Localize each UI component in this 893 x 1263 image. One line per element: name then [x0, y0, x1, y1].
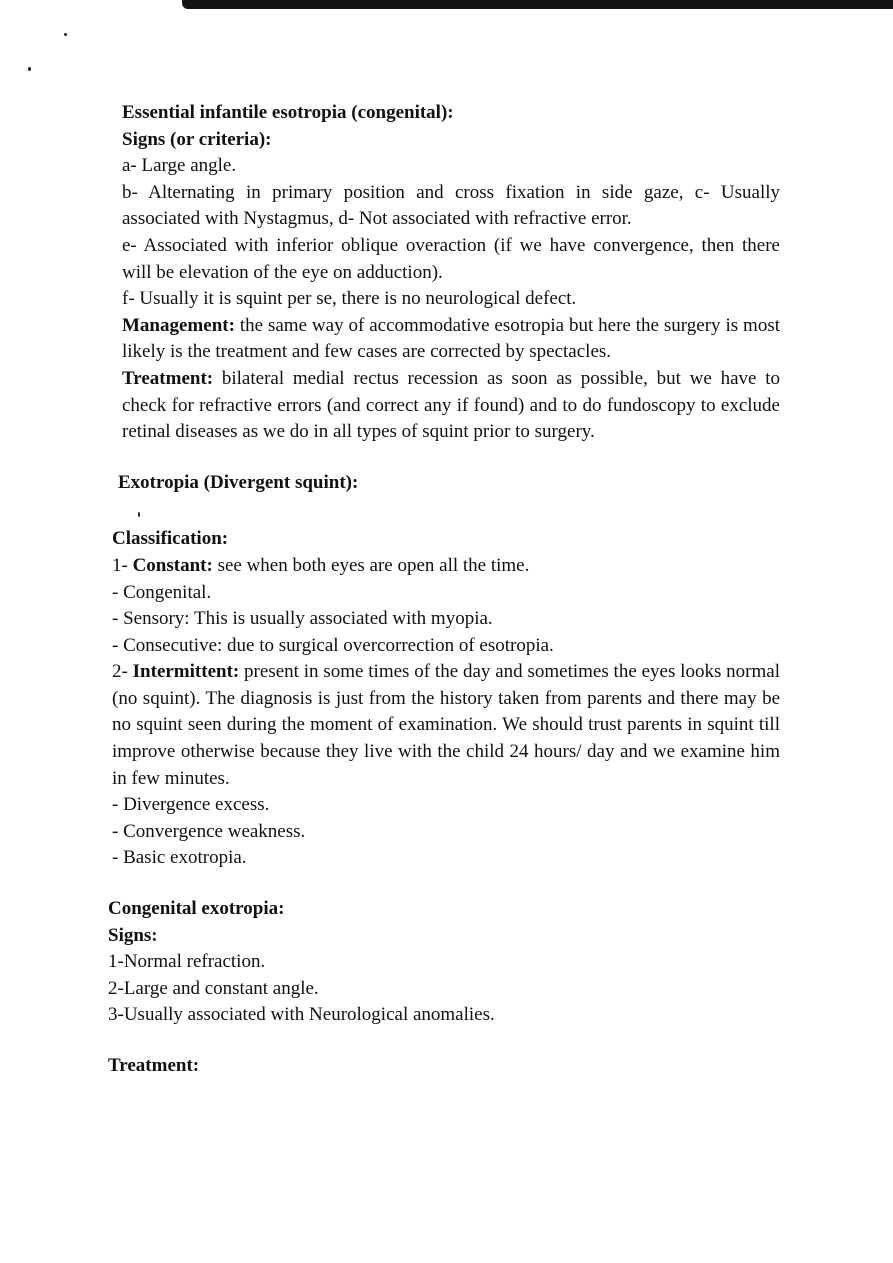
section-title: Essential infantile esotropia (congenital): — [122, 102, 454, 123]
spacer — [108, 496, 780, 526]
constant-item — [112, 553, 780, 580]
intermittent-number: 2- — [112, 661, 133, 683]
list-item: - Consecutive: due to surgical overcorrection of esotropia. — [112, 634, 554, 656]
list-item: - Basic exotropia. — [112, 847, 247, 869]
sign-a: a- Large angle. — [122, 155, 237, 177]
scan-speck — [28, 67, 31, 71]
section-infantile-esotropia — [108, 100, 780, 446]
treatment-text: bilateral medial rectus recession as soon as possible, but we have to check for refractive errors (and correct any if found) and to do fundoscopy to exclude retinal diseases as we do in all types of squint prior to surgery. — [122, 367, 780, 443]
section-title: Congenital exotropia: — [108, 898, 285, 920]
list-item: 1-Normal refraction. — [108, 951, 266, 973]
treatment-paragraph — [122, 366, 780, 446]
section-exotropia — [108, 470, 780, 497]
section-classification — [108, 526, 780, 872]
treatment-label: Treatment: — [122, 367, 214, 389]
sign-b: b- Alternating in primary position and cross fixation in side gaze, c- Usually associated with Nystagmus, d- Not associated with refractive error. — [122, 181, 780, 230]
spacer — [108, 872, 780, 896]
section-congenital-exotropia — [108, 896, 780, 1080]
intermittent-text: present in some times of the day and sometimes the eyes looks normal (no squint). The diagnosis is just from the history taken from parents and there may be no squint seen during the moment of examination. We should trust parents in squint till improve otherwise because they live with the child 24 hours/ day and we examine him in few minutes. — [112, 661, 780, 789]
management-label: Management: — [122, 314, 235, 336]
document-page — [108, 100, 780, 1080]
list-item: - Congenital. — [112, 581, 212, 603]
intermittent-label: Intermittent: — [132, 661, 240, 683]
treatment-heading: Treatment: — [108, 1055, 200, 1076]
scan-edge-shadow — [182, 0, 893, 9]
signs-heading: Signs: — [108, 924, 158, 946]
signs-heading: Signs (or criteria): — [122, 128, 272, 150]
management-paragraph — [122, 313, 780, 366]
management-text: the same way of accommodative esotropia but here the surgery is most likely is the treatment and few cases are corrected by spectacles. — [122, 314, 780, 363]
constant-label: Constant: — [132, 554, 213, 576]
section-title: Exotropia (Divergent squint): — [118, 471, 359, 493]
list-item: - Convergence weakness. — [112, 820, 306, 842]
spacer — [108, 446, 780, 470]
scan-speck — [64, 33, 67, 36]
list-item: 3-Usually associated with Neurological anomalies. — [108, 1004, 495, 1026]
intermittent-item — [112, 659, 780, 792]
list-item: 2-Large and constant angle. — [108, 977, 319, 999]
section-title: Classification: — [112, 528, 229, 550]
sign-f: f- Usually it is squint per se, there is no neurological defect. — [122, 288, 577, 310]
constant-number: 1- — [112, 554, 133, 576]
sign-e: e- Associated with inferior oblique overaction (if we have convergence, then there will be elevation of the eye on adduction). — [122, 234, 780, 283]
spacer — [108, 1029, 780, 1053]
list-item: - Sensory: This is usually associated with myopia. — [112, 608, 493, 630]
list-item: - Divergence excess. — [112, 794, 270, 816]
constant-text: see when both eyes are open all the time. — [212, 554, 530, 576]
